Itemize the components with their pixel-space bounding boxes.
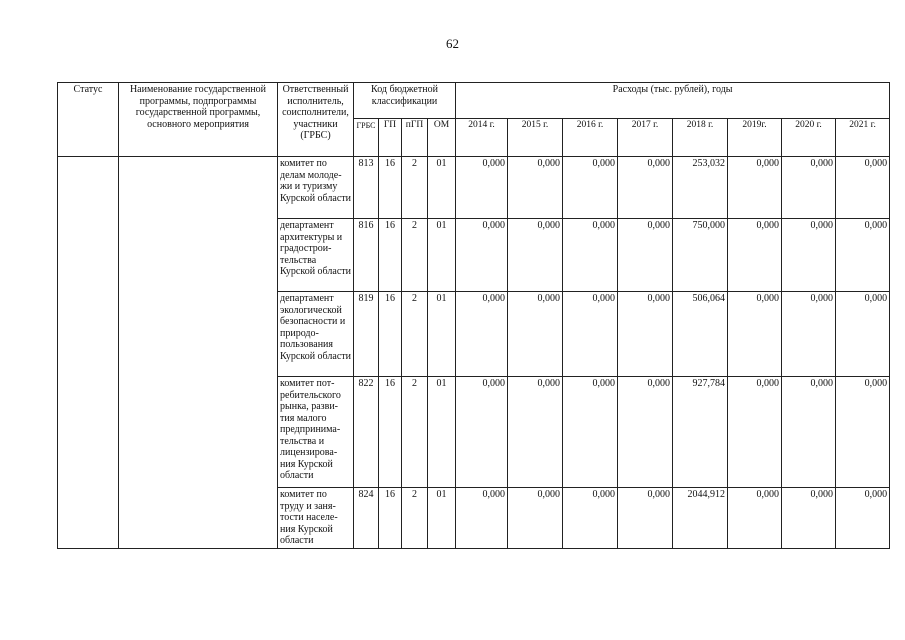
value-2018: 2044,912 <box>673 488 728 549</box>
value-2021: 0,000 <box>836 219 890 292</box>
header-budget-code: Код бюджетной классификации <box>354 83 456 119</box>
grbs-cell: 816 <box>354 219 379 292</box>
header-pgp: пГП <box>402 119 428 157</box>
header-grbs: ГРБС <box>354 119 379 157</box>
responsible-cell: комитет пот-ребительского рынка, разви-тия малого предпринима-тельства и лицензирова-ния Курской области <box>278 377 354 488</box>
value-2015: 0,000 <box>508 157 563 219</box>
value-2017: 0,000 <box>618 292 673 377</box>
header-year-2018: 2018 г. <box>673 119 728 157</box>
value-2020: 0,000 <box>782 157 836 219</box>
budget-table <box>57 82 890 549</box>
value-2020: 0,000 <box>782 488 836 549</box>
header-year-2016: 2016 г. <box>563 119 618 157</box>
header-responsible: Ответственный исполнитель, соисполнители, участники (ГРБС) <box>278 83 354 157</box>
value-2015: 0,000 <box>508 488 563 549</box>
value-2019: 0,000 <box>728 488 782 549</box>
grbs-cell: 822 <box>354 377 379 488</box>
value-2019: 0,000 <box>728 292 782 377</box>
pgp-cell: 2 <box>402 488 428 549</box>
grbs-cell: 824 <box>354 488 379 549</box>
program-name-cell <box>119 157 278 549</box>
pgp-cell: 2 <box>402 157 428 219</box>
om-cell: 01 <box>428 488 456 549</box>
header-status: Статус <box>58 83 119 157</box>
value-2017: 0,000 <box>618 157 673 219</box>
value-2016: 0,000 <box>563 488 618 549</box>
header-om: ОМ <box>428 119 456 157</box>
pgp-cell: 2 <box>402 292 428 377</box>
value-2014: 0,000 <box>456 377 508 488</box>
gp-cell: 16 <box>379 219 402 292</box>
responsible-cell: департамент экологической безопасности и природо-пользования Курской области <box>278 292 354 377</box>
header-year-2019: 2019г. <box>728 119 782 157</box>
header-year-2017: 2017 г. <box>618 119 673 157</box>
value-2020: 0,000 <box>782 219 836 292</box>
value-2018: 506,064 <box>673 292 728 377</box>
value-2019: 0,000 <box>728 157 782 219</box>
value-2019: 0,000 <box>728 219 782 292</box>
value-2016: 0,000 <box>563 157 618 219</box>
page-number: 62 <box>446 36 459 51</box>
responsible-cell: комитет по труду и заня-тости населе-ния Курской области <box>278 488 354 549</box>
value-2018: 253,032 <box>673 157 728 219</box>
value-2018: 927,784 <box>673 377 728 488</box>
om-cell: 01 <box>428 292 456 377</box>
pgp-cell: 2 <box>402 219 428 292</box>
value-2014: 0,000 <box>456 219 508 292</box>
value-2016: 0,000 <box>563 219 618 292</box>
header-year-2021: 2021 г. <box>836 119 890 157</box>
table-row <box>58 157 890 219</box>
header-gp: ГП <box>379 119 402 157</box>
value-2017: 0,000 <box>618 377 673 488</box>
status-cell <box>58 157 119 549</box>
value-2016: 0,000 <box>563 377 618 488</box>
value-2014: 0,000 <box>456 292 508 377</box>
header-year-2015: 2015 г. <box>508 119 563 157</box>
value-2021: 0,000 <box>836 292 890 377</box>
header-expenses: Расходы (тыс. рублей), годы <box>456 83 890 119</box>
value-2020: 0,000 <box>782 292 836 377</box>
om-cell: 01 <box>428 157 456 219</box>
value-2021: 0,000 <box>836 157 890 219</box>
value-2020: 0,000 <box>782 377 836 488</box>
header-name: Наименование государственной программы, подпрограммы государственной программы, основного мероприятия <box>119 83 278 157</box>
grbs-cell: 813 <box>354 157 379 219</box>
value-2015: 0,000 <box>508 377 563 488</box>
value-2014: 0,000 <box>456 157 508 219</box>
value-2017: 0,000 <box>618 219 673 292</box>
value-2019: 0,000 <box>728 377 782 488</box>
value-2017: 0,000 <box>618 488 673 549</box>
om-cell: 01 <box>428 219 456 292</box>
pgp-cell: 2 <box>402 377 428 488</box>
value-2018: 750,000 <box>673 219 728 292</box>
gp-cell: 16 <box>379 488 402 549</box>
header-year-2014: 2014 г. <box>456 119 508 157</box>
responsible-cell: департамент архитектуры и градострои-тельства Курской области <box>278 219 354 292</box>
value-2016: 0,000 <box>563 292 618 377</box>
table-header-row <box>58 83 890 119</box>
value-2021: 0,000 <box>836 488 890 549</box>
value-2015: 0,000 <box>508 292 563 377</box>
grbs-cell: 819 <box>354 292 379 377</box>
gp-cell: 16 <box>379 377 402 488</box>
value-2021: 0,000 <box>836 377 890 488</box>
gp-cell: 16 <box>379 157 402 219</box>
header-year-2020: 2020 г. <box>782 119 836 157</box>
gp-cell: 16 <box>379 292 402 377</box>
responsible-cell: комитет по делам молоде-жи и туризму Курской области <box>278 157 354 219</box>
value-2015: 0,000 <box>508 219 563 292</box>
value-2014: 0,000 <box>456 488 508 549</box>
om-cell: 01 <box>428 377 456 488</box>
